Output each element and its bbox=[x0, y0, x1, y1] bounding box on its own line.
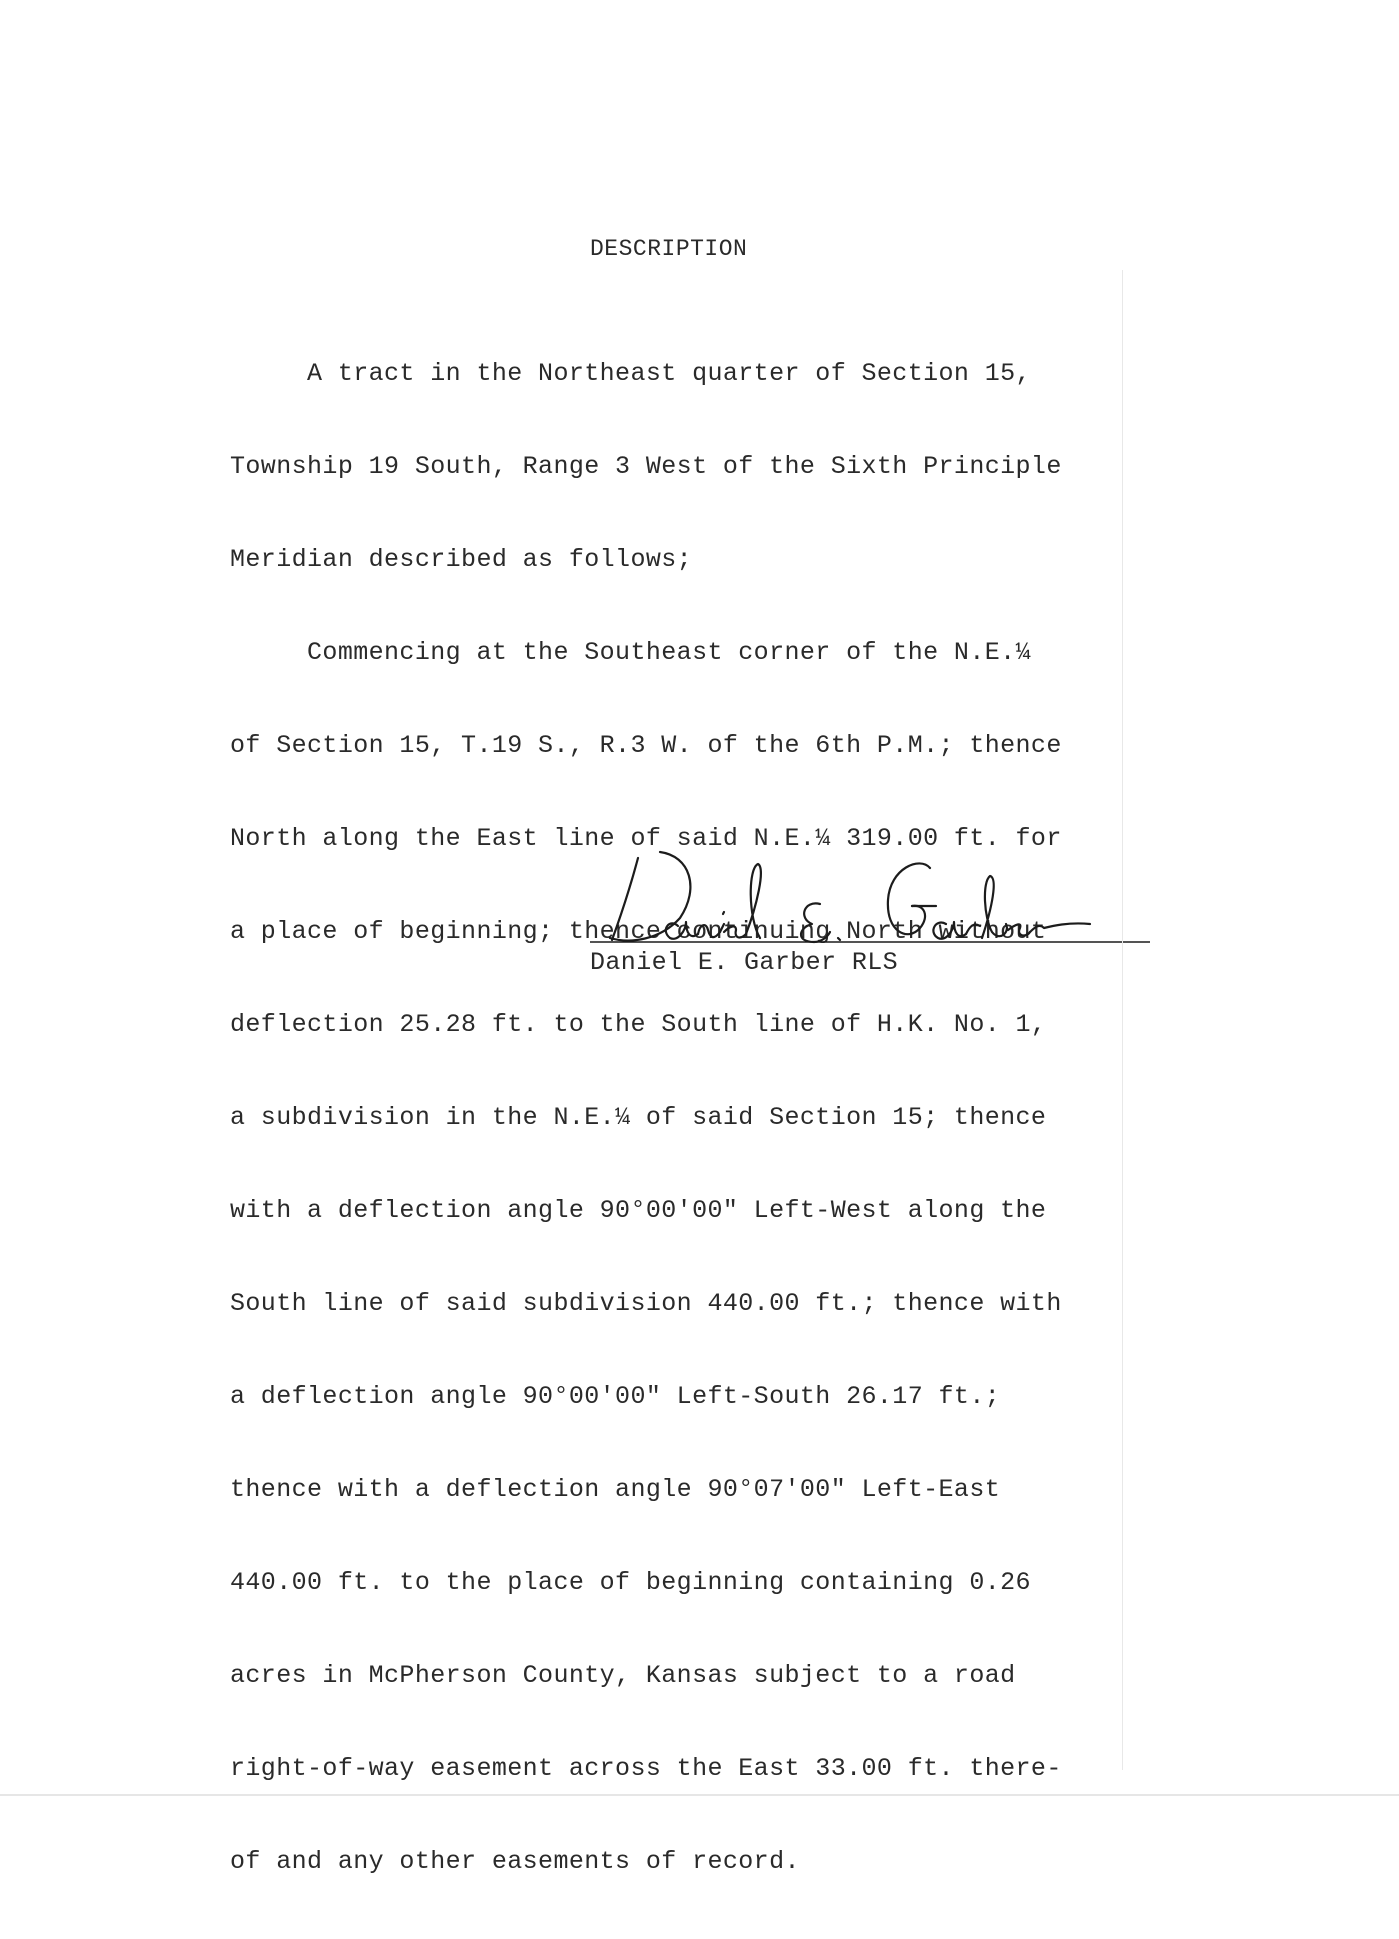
description-line: deflection 25.28 ft. to the South line of H.K. No. 1, bbox=[230, 1010, 1047, 1039]
scan-bottom-edge bbox=[0, 1794, 1399, 1796]
description-line: North along the East line of said N.E.¼ 319.00 ft. for bbox=[230, 824, 1062, 853]
handwritten-signature bbox=[590, 848, 1150, 948]
description-line: acres in McPherson County, Kansas subject to a road bbox=[230, 1661, 1016, 1690]
description-line: South line of said subdivision 440.00 ft.; thence with bbox=[230, 1289, 1062, 1318]
description-line: a subdivision in the N.E.¼ of said Section 15; thence bbox=[230, 1103, 1047, 1132]
description-line: with a deflection angle 90°00'00" Left-West along the bbox=[230, 1196, 1047, 1225]
description-line: thence with a deflection angle 90°07'00" Left-East bbox=[230, 1475, 1001, 1504]
description-line: A tract in the Northeast quarter of Section 15, bbox=[230, 359, 1031, 388]
description-line: a place of beginning; thence continuing North without bbox=[230, 917, 1047, 946]
scan-edge-line bbox=[1122, 270, 1123, 1770]
legal-description bbox=[230, 296, 1130, 1939]
description-line: a deflection angle 90°00'00" Left-South 26.17 ft.; bbox=[230, 1382, 1001, 1411]
description-line: Commencing at the Southeast corner of the N.E.¼ bbox=[230, 638, 1031, 667]
signature-block bbox=[590, 848, 1150, 977]
description-line: right-of-way easement across the East 33.00 ft. there- bbox=[230, 1754, 1062, 1783]
description-line: 440.00 ft. to the place of beginning containing 0.26 bbox=[230, 1568, 1031, 1597]
description-line: of Section 15, T.19 S., R.3 W. of the 6th P.M.; thence bbox=[230, 731, 1062, 760]
description-line: Meridian described as follows; bbox=[230, 545, 693, 574]
description-line: of and any other easements of record. bbox=[230, 1847, 800, 1876]
description-line: Township 19 South, Range 3 West of the Sixth Principle bbox=[230, 452, 1062, 481]
document-heading: DESCRIPTION bbox=[590, 236, 748, 262]
signer-name: Daniel E. Garber RLS bbox=[590, 948, 899, 977]
